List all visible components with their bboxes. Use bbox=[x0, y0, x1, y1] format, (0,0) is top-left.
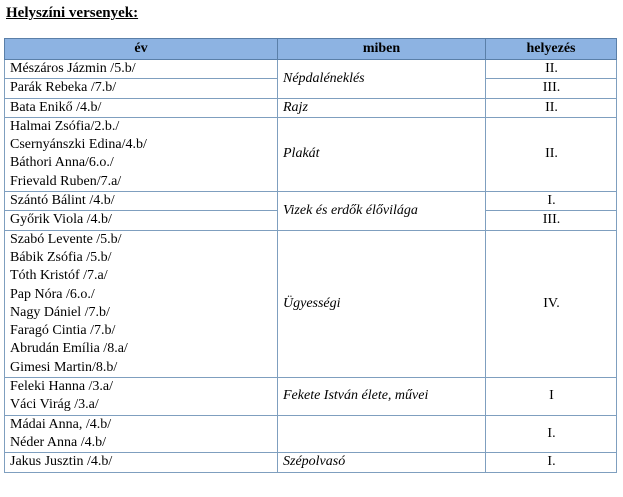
table-row bbox=[5, 453, 617, 472]
event-cell: Szépolvasó bbox=[278, 453, 486, 472]
placement-cell: I. bbox=[486, 192, 617, 211]
event-cell bbox=[278, 415, 486, 453]
participant-name: Frievald Ruben/7.a/ bbox=[10, 173, 122, 189]
participant-name: Jakus Jusztin /4.b/ bbox=[10, 454, 113, 470]
participants-cell bbox=[5, 415, 278, 453]
placement-cell: I. bbox=[486, 415, 617, 453]
participant-name: Mészáros Jázmin /5.b/ bbox=[10, 61, 136, 76]
table-body bbox=[5, 60, 617, 473]
placement-cell: IV. bbox=[486, 230, 617, 377]
participants-cell bbox=[5, 453, 278, 472]
participant-name: Mádai Anna, /4.b/ bbox=[10, 416, 112, 432]
header-helyezes: helyezés bbox=[486, 39, 617, 60]
table-row bbox=[5, 378, 617, 416]
participant-name: Bábik Zsófia /5.b/ bbox=[10, 249, 112, 265]
placement-cell: II. bbox=[486, 117, 617, 191]
header-miben: miben bbox=[278, 39, 486, 60]
participants-cell bbox=[5, 60, 278, 79]
participant-name: Feleki Hanna /3.a/ bbox=[10, 379, 114, 395]
participants-cell bbox=[5, 378, 278, 416]
participant-name: Parák Rebeka /7.b/ bbox=[10, 80, 117, 96]
event-cell: Fekete István élete, művei bbox=[278, 378, 486, 416]
participant-name: Abrudán Emília /8.a/ bbox=[10, 341, 128, 357]
header-ev: év bbox=[5, 39, 278, 60]
participant-name: Báthori Anna/6.o./ bbox=[10, 155, 114, 171]
participant-name: Halmai Zsófia/2.b./ bbox=[10, 118, 120, 134]
participants-cell bbox=[5, 230, 278, 377]
participant-name: Nagy Dániel /7.b/ bbox=[10, 304, 110, 320]
participant-name: Pap Nóra /6.o./ bbox=[10, 286, 95, 302]
placement-cell: I. bbox=[486, 453, 617, 472]
placement-cell: III. bbox=[486, 79, 617, 98]
event-cell: Népdaléneklés bbox=[278, 60, 486, 99]
participants-cell bbox=[5, 98, 278, 117]
participant-name: Tóth Kristóf /7.a/ bbox=[10, 268, 108, 284]
page-title: Helyszíni versenyek: bbox=[6, 5, 139, 21]
participant-name: Faragó Cintia /7.b/ bbox=[10, 323, 116, 339]
participant-name: Gimesi Martin/8.b/ bbox=[10, 359, 118, 375]
table-header-row bbox=[5, 39, 617, 60]
participants-cell bbox=[5, 79, 278, 98]
placement-cell: II. bbox=[486, 60, 617, 79]
placement-cell: I bbox=[486, 378, 617, 416]
participant-name: Bata Enikő /4.b/ bbox=[10, 99, 102, 115]
participant-name: Szántó Bálint /4.b/ bbox=[10, 193, 115, 209]
participant-name: Csernyánszki Edina/4.b/ bbox=[10, 137, 147, 153]
participants-cell bbox=[5, 117, 278, 191]
event-cell: Ügyességi bbox=[278, 230, 486, 377]
participant-name: Győrik Viola /4.b/ bbox=[10, 212, 112, 228]
placement-cell: II. bbox=[486, 98, 617, 117]
participant-name: Néder Anna /4.b/ bbox=[10, 434, 107, 450]
table-row bbox=[5, 192, 617, 211]
event-cell: Rajz bbox=[278, 98, 486, 117]
table-row bbox=[5, 415, 617, 453]
competitions-table bbox=[4, 38, 617, 473]
event-cell: Plakát bbox=[278, 117, 486, 191]
table-row bbox=[5, 117, 617, 191]
participants-cell bbox=[5, 192, 278, 211]
placement-cell: III. bbox=[486, 211, 617, 230]
participant-name: Váci Virág /3.a/ bbox=[10, 397, 99, 413]
participants-cell bbox=[5, 211, 278, 230]
table-row bbox=[5, 230, 617, 377]
event-cell: Vizek és erdők élővilága bbox=[278, 192, 486, 231]
table-row bbox=[5, 98, 617, 117]
participant-name: Szabó Levente /5.b/ bbox=[10, 231, 122, 247]
table-row bbox=[5, 60, 617, 79]
